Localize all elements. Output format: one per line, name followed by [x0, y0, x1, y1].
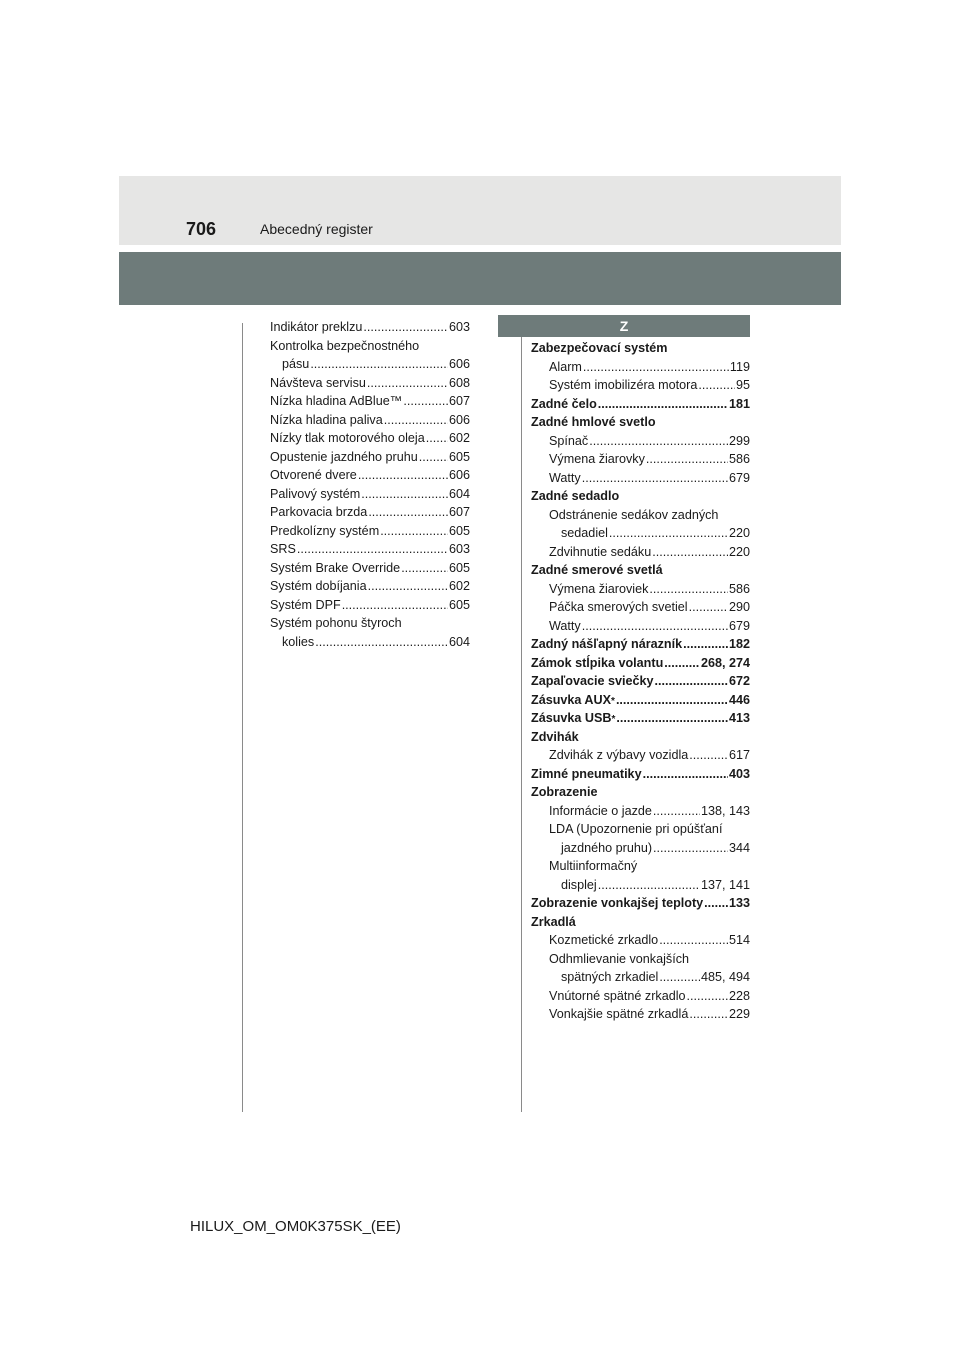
entry-page: 344 — [728, 840, 750, 855]
entry-label: Odhmlievanie vonkajších — [549, 951, 690, 966]
entry-label: Predkolízny systém — [270, 523, 380, 538]
leader-dots — [689, 746, 728, 765]
entry-page: 672 — [728, 674, 750, 688]
entry-label: Nízka hladina paliva — [270, 412, 383, 427]
index-entry — [531, 432, 750, 451]
entry-label: spätných zrkadiel — [561, 970, 659, 984]
index-entry — [531, 876, 750, 895]
leader-dots — [598, 876, 700, 895]
leader-dots — [653, 802, 700, 821]
entry-label: sedadiel — [561, 526, 608, 540]
left-column-rule — [242, 323, 243, 1112]
index-entry — [270, 633, 470, 652]
entry-page: 138, 143 — [700, 803, 750, 818]
leader-dots — [426, 429, 448, 448]
index-entry — [531, 913, 750, 932]
leader-dots — [368, 577, 448, 596]
index-entry — [531, 358, 750, 377]
entry-page: 607 — [448, 505, 470, 519]
index-entry — [531, 672, 750, 691]
entry-page: 133 — [728, 896, 750, 910]
entry-page: 485, 494 — [700, 970, 750, 984]
leader-dots — [419, 448, 448, 467]
index-entry — [531, 820, 750, 839]
entry-label: Zadné smerové svetlá — [531, 563, 663, 577]
leader-dots — [582, 617, 728, 636]
leader-dots — [654, 672, 728, 691]
page-number: 706 — [186, 219, 217, 239]
entry-page: 605 — [448, 449, 470, 464]
entry-label: Informácie o jazde — [549, 803, 652, 818]
dark-band — [119, 252, 841, 305]
index-entry — [270, 374, 470, 393]
index-entry — [531, 931, 750, 950]
index-entry — [531, 376, 750, 395]
entry-label: Páčka smerových svetiel — [549, 600, 688, 614]
index-entry — [531, 339, 750, 358]
leader-dots — [683, 635, 728, 654]
index-entry — [531, 654, 750, 673]
leader-dots — [687, 987, 728, 1006]
entry-page: 229 — [728, 1007, 750, 1021]
entry-page: 606 — [448, 357, 470, 371]
entry-page: 95 — [735, 378, 750, 392]
entry-label: Zdvihák z výbavy vozidla — [549, 748, 689, 762]
leader-dots — [310, 355, 448, 374]
entry-label: Watty — [549, 618, 581, 633]
entry-page: 602 — [448, 579, 470, 593]
entry-label: jazdného pruhu) — [561, 840, 653, 855]
entry-page: 603 — [448, 542, 470, 556]
index-entry — [270, 392, 470, 411]
entry-label: Zobrazenie — [531, 785, 598, 799]
entry-label: Zámok stĺpika volantu — [531, 655, 664, 670]
entry-label: Vnútorné spätné zrkadlo — [549, 988, 686, 1003]
leader-dots — [659, 968, 700, 987]
entry-label: Zadné hmlové svetlo — [531, 415, 656, 429]
entry-page: 220 — [728, 544, 750, 559]
entry-page: 137, 141 — [700, 877, 750, 892]
index-entry: Zásuvka USB * ..... 413 — [531, 709, 750, 728]
leader-dots — [363, 318, 448, 337]
index-entry — [270, 503, 470, 522]
entry-label: Zadný nášľapný nárazník — [531, 637, 683, 651]
document-code: HILUX_OM_OM0K375SK_(EE) — [190, 1218, 401, 1235]
entry-label: Systém dobíjania — [270, 579, 367, 593]
index-entry — [270, 540, 470, 559]
entry-label: Systém imobilizéra motora — [549, 378, 698, 392]
index-entry — [270, 318, 470, 337]
entry-page: 181 — [728, 396, 750, 411]
index-entry — [531, 413, 750, 432]
index-entry — [531, 802, 750, 821]
entry-page: 606 — [448, 468, 470, 482]
entry-page: 446 — [728, 692, 750, 707]
entry-page: 602 — [448, 431, 470, 445]
leader-dots — [380, 522, 448, 541]
entry-page: 290 — [728, 600, 750, 614]
index-entry — [531, 746, 750, 765]
leader-dots — [646, 450, 728, 469]
index-entry — [531, 561, 750, 580]
entry-label: Zásuvka AUX — [531, 692, 612, 707]
index-entry — [531, 950, 750, 969]
index-entry — [270, 337, 470, 356]
entry-page: 604 — [448, 486, 470, 501]
leader-dots — [689, 598, 728, 617]
index-entry — [531, 1005, 750, 1024]
index-entry: Zásuvka AUX * ..... 446 — [531, 691, 750, 710]
leader-dots — [589, 432, 728, 451]
index-entry — [531, 987, 750, 1006]
entry-label: Návšteva servisu — [270, 375, 366, 390]
entry-label: kolies — [282, 634, 315, 649]
leader-dots — [616, 691, 728, 710]
entry-label: Kozmetické zrkadlo — [549, 933, 659, 947]
leader-dots — [598, 395, 728, 414]
index-entry — [531, 839, 750, 858]
entry-page: 514 — [728, 933, 750, 947]
entry-label: Zadné sedadlo — [531, 489, 620, 503]
entry-label: Zabezpečovací systém — [531, 341, 668, 355]
entry-page: 607 — [448, 394, 470, 408]
leader-dots — [315, 633, 448, 652]
index-entry — [270, 485, 470, 504]
index-entry — [531, 894, 750, 913]
entry-page: 228 — [728, 988, 750, 1003]
index-entry — [531, 543, 750, 562]
leader-dots — [358, 466, 448, 485]
leader-dots — [342, 596, 448, 615]
entry-page: 299 — [728, 433, 750, 448]
entry-label: Zásuvka USB — [531, 711, 612, 725]
section-title: Abecedný register — [260, 221, 373, 237]
entry-label: Multiinformačný — [549, 859, 638, 873]
index-column-left — [270, 318, 470, 651]
letter-heading: Z — [498, 315, 750, 337]
index-entry — [531, 968, 750, 987]
leader-dots — [403, 392, 448, 411]
index-entry — [531, 617, 750, 636]
entry-label: Zapaľovacie sviečky — [531, 674, 654, 688]
leader-dots — [609, 524, 728, 543]
entry-label: Vonkajšie spätné zrkadlá — [549, 1007, 689, 1021]
entry-label: Zobrazenie vonkajšej teploty — [531, 896, 704, 910]
entry-label: Palivový systém — [270, 486, 361, 501]
entry-page: 617 — [728, 748, 750, 762]
entry-page: 679 — [728, 470, 750, 485]
index-entry — [531, 487, 750, 506]
entry-label: Zadné čelo — [531, 396, 597, 411]
entry-page: 182 — [728, 637, 750, 651]
entry-label: SRS — [270, 542, 296, 556]
index-entry — [531, 450, 750, 469]
entry-label: Spínač — [549, 433, 589, 448]
middle-column-rule — [521, 323, 522, 1112]
leader-dots — [649, 580, 728, 599]
entry-page: 403 — [728, 766, 750, 781]
entry-label: Watty — [549, 470, 581, 485]
leader-dots — [698, 376, 735, 395]
entry-page: 220 — [728, 526, 750, 540]
leader-dots — [643, 765, 728, 784]
index-entry — [270, 614, 470, 633]
entry-label: LDA (Upozornenie pri opúšťaní — [549, 822, 723, 836]
entry-label: Parkovacia brzda — [270, 505, 368, 519]
entry-label: displej — [561, 877, 597, 892]
index-entry — [270, 577, 470, 596]
header-band — [119, 176, 841, 245]
index-entry — [531, 506, 750, 525]
leader-dots — [367, 374, 448, 393]
index-entry — [531, 783, 750, 802]
index-entry — [531, 765, 750, 784]
entry-label: Odstránenie sedákov zadných — [549, 507, 719, 522]
index-entry — [270, 355, 470, 374]
entry-page: 679 — [728, 618, 750, 633]
entry-label: Kontrolka bezpečnostného — [270, 338, 420, 353]
index-entry — [531, 598, 750, 617]
leader-dots — [664, 654, 700, 673]
leader-dots — [704, 894, 728, 913]
leader-dots — [583, 358, 729, 377]
entry-page: 586 — [728, 452, 750, 466]
entry-label: Nízky tlak motorového oleja — [270, 431, 425, 445]
entry-page: 605 — [448, 560, 470, 575]
entry-label: Výmena žiaroviek — [549, 581, 649, 596]
leader-dots — [582, 469, 728, 488]
leader-dots — [361, 485, 448, 504]
leader-dots — [297, 540, 448, 559]
index-entry — [531, 857, 750, 876]
entry-page: 586 — [728, 581, 750, 596]
leader-dots — [653, 839, 728, 858]
index-entry — [270, 596, 470, 615]
entry-label: Výmena žiarovky — [549, 452, 645, 466]
index-entry — [531, 395, 750, 414]
entry-page: 606 — [448, 412, 470, 427]
index-entry — [531, 728, 750, 747]
index-entry — [270, 448, 470, 467]
entry-label: Nízka hladina AdBlue™ — [270, 394, 403, 408]
entry-page: 608 — [448, 375, 470, 390]
leader-dots — [652, 543, 728, 562]
entry-label: Alarm — [549, 359, 582, 374]
index-entry — [270, 429, 470, 448]
entry-label: Systém DPF — [270, 597, 341, 612]
entry-page: 605 — [448, 597, 470, 612]
leader-dots — [401, 559, 448, 578]
index-entry — [531, 524, 750, 543]
entry-label: Zdvihák — [531, 729, 579, 744]
entry-page: 605 — [448, 523, 470, 538]
entry-label: Systém pohonu štyroch — [270, 616, 402, 630]
entry-label: Otvorené dvere — [270, 468, 357, 482]
entry-label: Systém Brake Override — [270, 560, 401, 575]
leader-dots — [384, 411, 448, 430]
entry-label: Zdvihnutie sedáku — [549, 544, 652, 559]
entry-page: 119 — [729, 359, 750, 374]
entry-label: Opustenie jazdného pruhu — [270, 449, 418, 464]
index-entry — [531, 469, 750, 488]
index-column-right — [531, 339, 750, 1024]
entry-page: 413 — [728, 711, 750, 725]
leader-dots — [689, 1005, 728, 1024]
leader-dots — [659, 931, 728, 950]
leader-dots — [368, 503, 448, 522]
leader-dots — [616, 709, 728, 728]
entry-page: 603 — [448, 320, 470, 334]
index-entry — [270, 466, 470, 485]
entry-label: Indikátor preklzu — [270, 320, 363, 334]
index-entry — [270, 559, 470, 578]
entry-page: 604 — [448, 634, 470, 649]
entry-label: Zimné pneumatiky — [531, 766, 642, 781]
entry-label: pásu — [282, 357, 310, 371]
index-entry — [531, 635, 750, 654]
entry-page: 268, 274 — [700, 655, 750, 670]
index-entry — [270, 522, 470, 541]
index-entry — [531, 580, 750, 599]
index-entry — [270, 411, 470, 430]
entry-label: Zrkadlá — [531, 914, 576, 929]
